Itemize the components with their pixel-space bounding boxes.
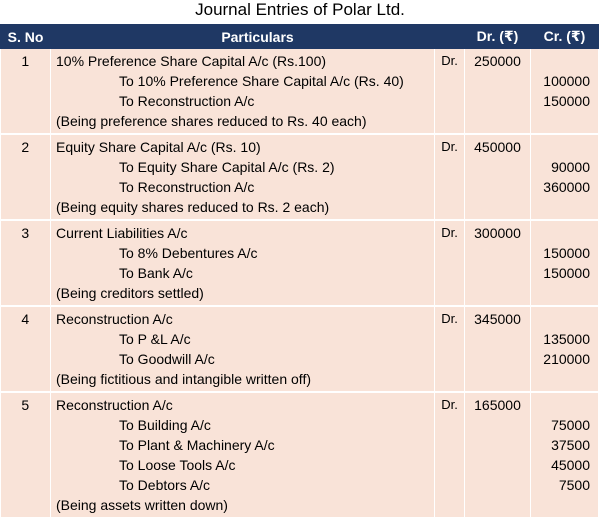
credit-account: To 8% Debentures A/c — [119, 245, 258, 261]
dr-mark: Dr. — [435, 306, 465, 392]
credit-account: To Reconstruction A/c — [119, 93, 255, 109]
credit-account: To Reconstruction A/c — [119, 179, 255, 195]
debit-account: Current Liabilities A/c — [56, 225, 188, 241]
header-credit: Cr. (₹) — [531, 25, 599, 49]
credit-amount: 135000 — [543, 331, 590, 347]
credit-spacer — [533, 137, 590, 157]
credit-account: To Loose Tools A/c — [119, 457, 236, 473]
debit-account: Reconstruction A/c — [56, 397, 173, 413]
credit-amount: 150000 — [543, 245, 590, 261]
journal-body — [1, 49, 599, 519]
journal-entry-row — [1, 392, 599, 518]
entry-credit-amounts — [531, 134, 599, 220]
credit-amount: 150000 — [543, 93, 590, 109]
entry-credit-amounts — [531, 49, 599, 135]
credit-spacer — [533, 309, 590, 329]
narration: (Being creditors settled) — [56, 285, 204, 301]
credit-account: To Building A/c — [119, 417, 211, 433]
credit-account: To Bank A/c — [119, 265, 193, 281]
header-row — [1, 25, 599, 49]
credit-amount: 45000 — [551, 457, 590, 473]
entry-particulars — [51, 134, 435, 220]
credit-spacer — [533, 223, 590, 243]
debit-amount: 165000 — [465, 392, 531, 518]
entry-sno: 1 — [1, 49, 51, 135]
credit-amount: 100000 — [543, 73, 590, 89]
journal-table — [0, 24, 599, 519]
journal-entry-row — [1, 134, 599, 220]
entry-sno: 3 — [1, 220, 51, 306]
journal-entry-row — [1, 49, 599, 135]
credit-account: To Plant & Machinery A/c — [119, 437, 275, 453]
credit-spacer — [533, 395, 590, 415]
entry-particulars — [51, 220, 435, 306]
narration: (Being preference shares reduced to Rs. 40 each) — [56, 113, 367, 129]
credit-account: To P &L A/c — [119, 331, 191, 347]
debit-amount: 300000 — [465, 220, 531, 306]
journal-entry-row — [1, 220, 599, 306]
narration: (Being assets written down) — [56, 497, 228, 513]
credit-amount: 150000 — [543, 265, 590, 281]
credit-amount: 360000 — [543, 179, 590, 195]
credit-account: To Debtors A/c — [119, 477, 211, 493]
debit-account: 10% Preference Share Capital A/c (Rs.100) — [56, 53, 327, 69]
credit-account: To Goodwill A/c — [119, 351, 215, 367]
credit-amount: 75000 — [551, 417, 590, 433]
narration: (Being fictitious and intangible written off) — [56, 371, 311, 387]
header-debit: Dr. (₹) — [465, 25, 531, 49]
credit-account: To 10% Preference Share Capital A/c (Rs. 40) — [119, 73, 404, 89]
debit-account: Reconstruction A/c — [56, 311, 173, 327]
debit-amount: 450000 — [465, 134, 531, 220]
entry-particulars — [51, 392, 435, 518]
entry-particulars — [51, 306, 435, 392]
entry-particulars — [51, 49, 435, 135]
narration: (Being equity shares reduced to Rs. 2 each) — [56, 199, 330, 215]
dr-mark: Dr. — [435, 220, 465, 306]
entry-sno: 2 — [1, 134, 51, 220]
debit-amount: 250000 — [465, 49, 531, 135]
credit-amount: 37500 — [551, 437, 590, 453]
credit-amount: 210000 — [543, 351, 590, 367]
header-sno: S. No — [1, 25, 51, 49]
debit-account: Equity Share Capital A/c (Rs. 10) — [56, 139, 261, 155]
credit-amount: 90000 — [551, 159, 590, 175]
credit-spacer — [533, 51, 590, 71]
entry-credit-amounts — [531, 220, 599, 306]
header-particulars: Particulars — [51, 25, 465, 49]
entry-credit-amounts — [531, 306, 599, 392]
dr-mark: Dr. — [435, 134, 465, 220]
dr-mark: Dr. — [435, 49, 465, 135]
entry-credit-amounts — [531, 392, 599, 518]
credit-amount: 7500 — [558, 477, 590, 493]
entry-sno: 5 — [1, 392, 51, 518]
journal-entry-row — [1, 306, 599, 392]
dr-mark: Dr. — [435, 392, 465, 518]
page-title: Journal Entries of Polar Ltd. — [195, 0, 405, 19]
entry-sno: 4 — [1, 306, 51, 392]
debit-amount: 345000 — [465, 306, 531, 392]
credit-account: To Equity Share Capital A/c (Rs. 2) — [119, 159, 335, 175]
